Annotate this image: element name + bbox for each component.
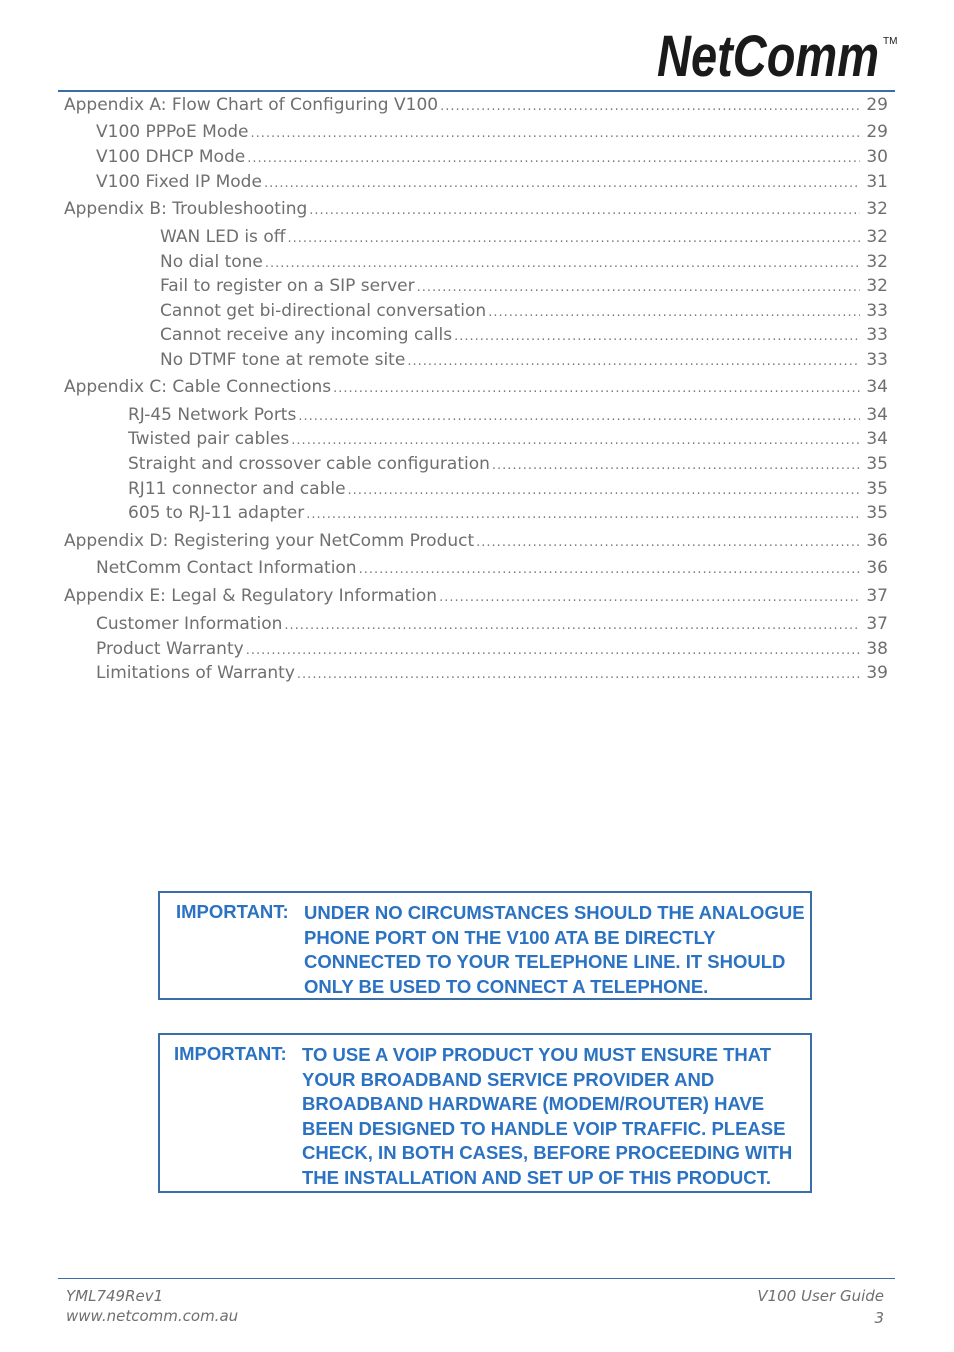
notice-tag: IMPORTANT: [174,1043,287,1064]
header-rule [58,90,895,92]
toc-entry-page: 35 [866,479,888,499]
toc-dot-leader [476,535,860,550]
toc-entry-page: 39 [866,663,888,683]
toc-entry-title: Customer Information [96,614,283,634]
toc-entry[interactable] [0,479,954,501]
toc-entry-title: RJ-45 Network Ports [128,405,297,425]
notice-line: CONNECTED TO YOUR TELEPHONE LINE. IT SHOULD [304,951,786,972]
toc-entry[interactable] [0,95,954,117]
toc-entry-page: 33 [866,325,888,345]
toc-entry-page: 37 [866,614,888,634]
toc-entry-page: 32 [866,227,888,247]
toc-entry[interactable] [0,172,954,194]
toc-entry-title: V100 Fixed IP Mode [96,172,262,192]
notice-line: BROADBAND HARDWARE (MODEM/ROUTER) HAVE [302,1093,765,1114]
toc-entry[interactable] [0,531,954,553]
toc-entry-title: WAN LED is off [160,227,286,247]
toc-entry[interactable] [0,122,954,144]
notice-tag: IMPORTANT: [176,901,289,922]
toc-dot-leader [284,618,860,633]
toc-dot-leader [309,203,860,218]
toc-dot-leader [251,126,861,141]
toc-dot-leader [440,99,860,114]
toc-entry-title: RJ11 connector and cable [128,479,346,499]
toc-entry-title: Twisted pair cables [128,429,290,449]
toc-entry[interactable] [0,227,954,249]
toc-dot-leader [359,562,860,577]
toc-entry-page: 29 [866,122,888,142]
toc-entry[interactable] [0,252,954,274]
toc-entry[interactable] [0,663,954,685]
toc-entry-page: 32 [866,276,888,296]
toc-entry-title: Appendix B: Troubleshooting [64,199,308,219]
toc-dot-leader [454,329,860,344]
toc-entry-page: 35 [866,454,888,474]
toc-entry[interactable] [0,454,954,476]
footer-guide-title: V100 User Guide [757,1287,884,1305]
toc-entry-page: 34 [866,405,888,425]
toc-entry[interactable] [0,325,954,347]
toc-dot-leader [247,151,860,166]
netcomm-logo-graphic [655,24,900,84]
toc-entry-page: 33 [866,301,888,321]
toc-entry-title: Appendix C: Cable Connections [64,377,332,397]
notice-line: PHONE PORT ON THE V100 ATA BE DIRECTLY [304,926,716,948]
toc-entry[interactable] [0,614,954,636]
toc-entry-title: Straight and crossover cable configuration [128,454,490,474]
toc-entry[interactable] [0,377,954,399]
toc-entry[interactable] [0,301,954,323]
toc-entry-title: Cannot get bi-directional conversation [160,301,487,321]
footer-doc-code: YML749Rev1 [66,1287,164,1305]
toc-dot-leader [297,667,860,682]
toc-entry[interactable] [0,199,954,221]
toc-entry-title: Fail to register on a SIP server [160,276,415,296]
toc-entry-title: Appendix A: Flow Chart of Configuring V100 [64,95,439,115]
notice-line: UNDER NO CIRCUMSTANCES SHOULD THE ANALOGUE [304,902,805,923]
toc-entry-page: 37 [866,586,888,606]
toc-entry[interactable] [0,586,954,608]
footer-rule [58,1278,895,1279]
notice-line: BEEN DESIGNED TO HANDLE VOIP TRAFFIC. PLEASE [302,1117,786,1139]
toc-entry-title: Cannot receive any incoming calls [160,325,453,345]
toc-entry[interactable] [0,350,954,372]
toc-dot-leader [407,354,860,369]
toc-dot-leader [417,280,860,295]
toc-entry-title: 605 to RJ-11 adapter [128,503,305,523]
notice-line: THE INSTALLATION AND SET UP OF THIS PRODUCT. [302,1166,772,1188]
toc-entry[interactable] [0,405,954,427]
footer-page-number: 3 [874,1309,884,1327]
toc-dot-leader [333,381,860,396]
notice-line: YOUR BROADBAND SERVICE PROVIDER AND [302,1068,715,1090]
notice-line: ONLY BE USED TO CONNECT A TELEPHONE. [304,975,709,997]
toc-entry-page: 34 [866,377,888,397]
toc-dot-leader [291,433,860,448]
notice-message [302,1043,793,1190]
important-notice-analogue-port [158,891,812,1000]
toc-dot-leader [492,458,860,473]
toc-entry-title: Appendix E: Legal & Regulatory Information [64,586,438,606]
toc-dot-leader [287,231,860,246]
toc-entry-title: No dial tone [160,252,263,272]
toc-entry[interactable] [0,503,954,525]
toc-entry-page: 32 [866,252,888,272]
toc-dot-leader [488,305,860,320]
toc-dot-leader [264,176,860,191]
toc-dot-leader [298,409,860,424]
toc-dot-leader [265,256,860,271]
toc-entry-page: 34 [866,429,888,449]
toc-entry-page: 32 [866,199,888,219]
toc-entry-page: 31 [866,172,888,192]
toc-dot-leader [348,483,860,498]
toc-entry-title: NetComm Contact Information [96,558,357,578]
toc-entry[interactable] [0,147,954,169]
toc-entry-page: 29 [866,95,888,115]
toc-entry-title: V100 PPPoE Mode [96,122,249,142]
toc-entry[interactable] [0,429,954,451]
toc-entry[interactable] [0,639,954,661]
toc-dot-leader [439,590,860,605]
logo-trademark: TM [883,36,898,47]
toc-entry-page: 35 [866,503,888,523]
toc-entry-title: Appendix D: Registering your NetComm Product [64,531,475,551]
toc-entry-page: 33 [866,350,888,370]
toc-entry-page: 38 [866,639,888,659]
toc-entry-title: No DTMF tone at remote site [160,350,406,370]
toc-dot-leader [306,507,860,522]
notice-line: TO USE A VOIP PRODUCT YOU MUST ENSURE THAT [302,1044,772,1065]
toc-dot-leader [246,643,860,658]
footer-website: www.netcomm.com.au [66,1307,239,1325]
toc-entry-title: V100 DHCP Mode [96,147,246,167]
toc-entry-page: 30 [866,147,888,167]
toc-entry[interactable] [0,276,954,298]
toc-entry-title: Limitations of Warranty [96,663,295,683]
important-notice-voip [158,1033,812,1193]
logo-wordmark: NetComm [657,24,879,84]
toc-entry[interactable] [0,558,954,580]
toc-entry-page: 36 [866,531,888,551]
netcomm-logo [655,24,900,84]
toc-entry-title: Product Warranty [96,639,244,659]
notice-line: CHECK, IN BOTH CASES, BEFORE PROCEEDING WITH [302,1142,793,1163]
notice-message [304,901,805,999]
toc-entry-page: 36 [866,558,888,578]
